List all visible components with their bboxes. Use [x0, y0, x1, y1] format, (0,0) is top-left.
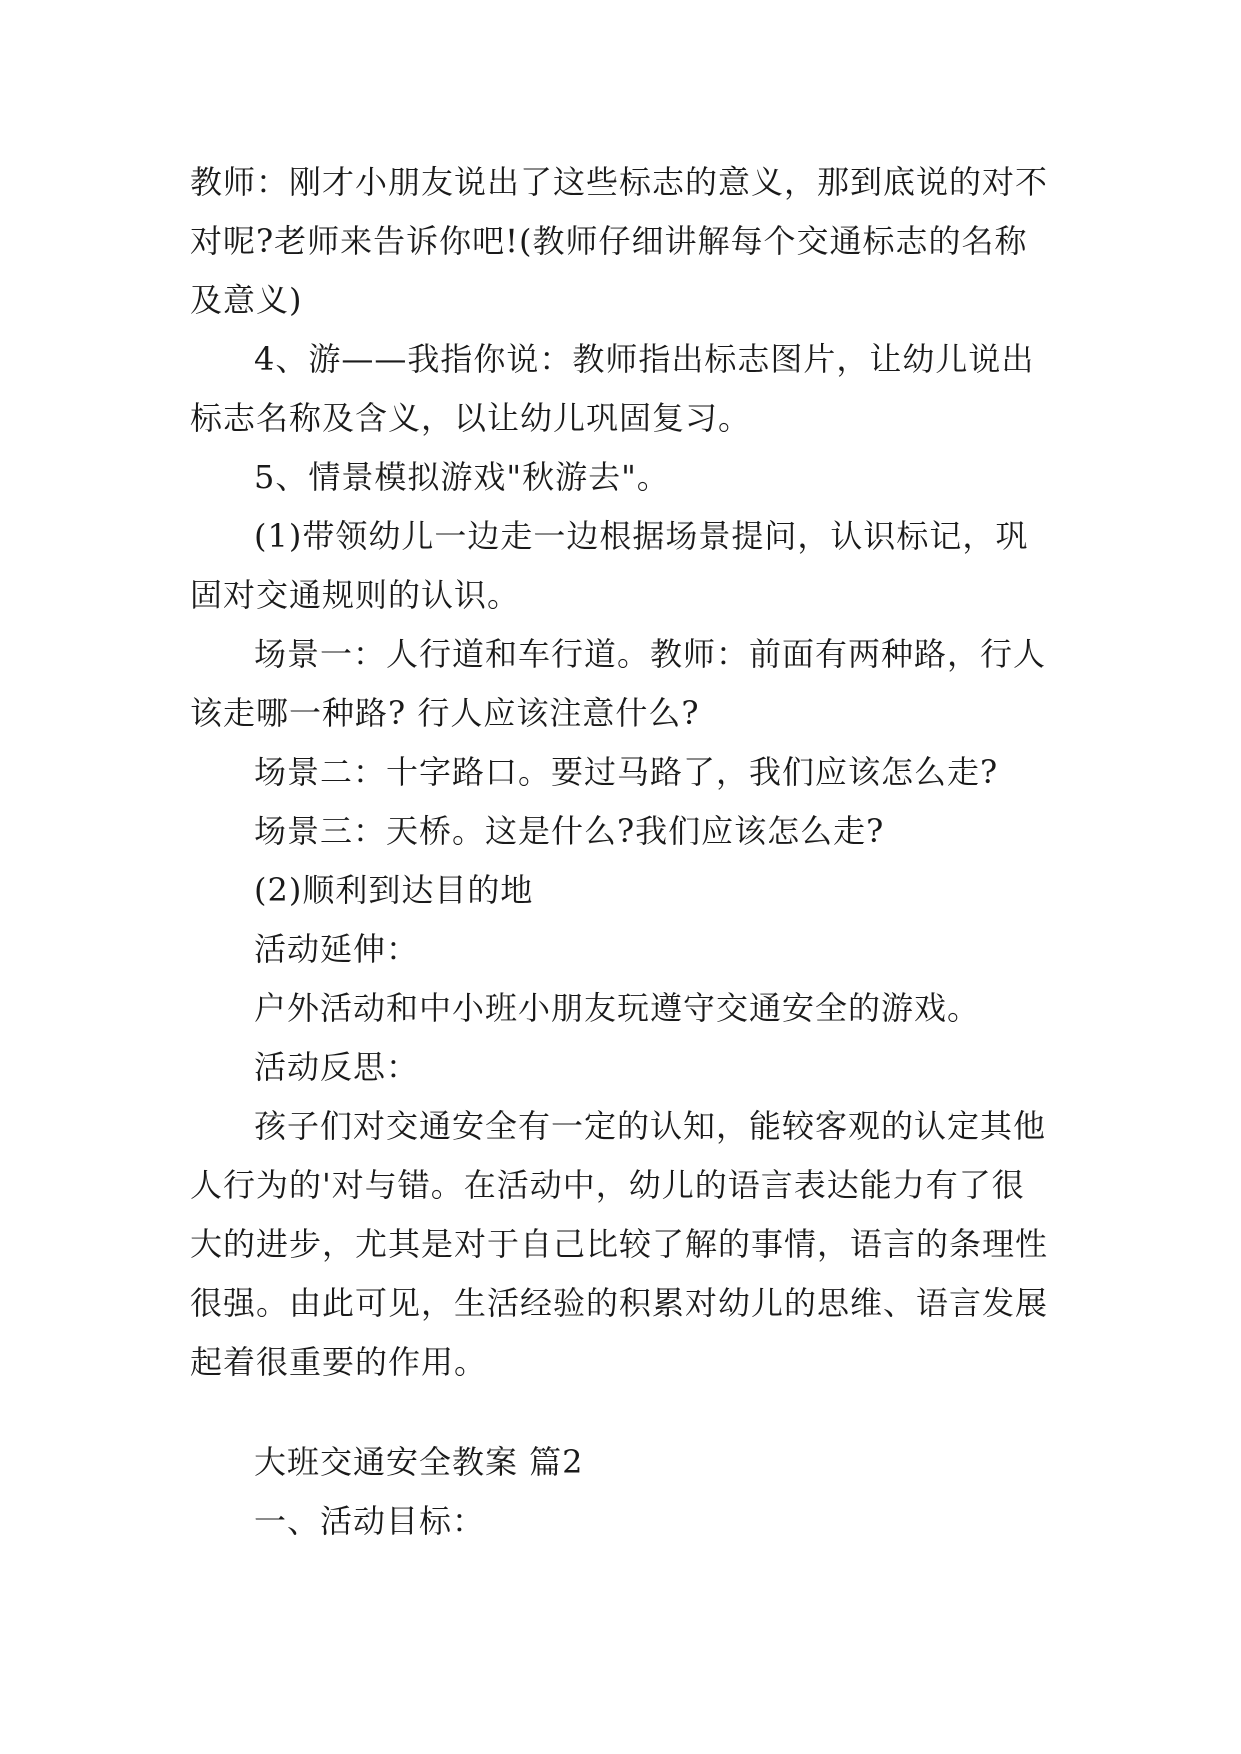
paragraph-line: 户外活动和中小班小朋友玩遵守交通安全的游戏。: [254, 989, 981, 1027]
paragraph-line: 大的进步，尤其是对于自己比较了解的事情，语言的条理性: [190, 1225, 1049, 1263]
paragraph-line: 场景二：十字路口。要过马路了，我们应该怎么走?: [254, 753, 999, 791]
paragraph-line: 很强。由此可见，生活经验的积累对幼儿的思维、语言发展: [190, 1284, 1049, 1322]
section-heading: 大班交通安全教案 篇2: [254, 1443, 584, 1481]
paragraph-line: 4、游——我指你说：教师指出标志图片，让幼儿说出: [254, 340, 1035, 378]
section-subheading: 一、活动目标：: [254, 1502, 486, 1540]
paragraph-line: 场景一：人行道和车行道。教师：前面有两种路，行人: [254, 635, 1047, 673]
paragraph-line: 场景三：天桥。这是什么?我们应该怎么走?: [254, 812, 885, 850]
paragraph-line: 孩子们对交通安全有一定的认知，能较客观的认定其他: [254, 1107, 1047, 1145]
paragraph-line: 活动反思：: [254, 1048, 420, 1086]
paragraph-line: 人行为的'对与错。在活动中，幼儿的语言表达能力有了很: [190, 1166, 1025, 1204]
paragraph-line: 该走哪一种路? 行人应该注意什么?: [190, 694, 700, 732]
paragraph-line: 固对交通规则的认识。: [190, 576, 521, 614]
paragraph-line: 对呢?老师来告诉你吧!(教师仔细讲解每个交通标志的名称: [190, 222, 1028, 260]
paragraph-line: (2)顺利到达目的地: [254, 871, 534, 909]
paragraph-line: 标志名称及含义，以让幼儿巩固复习。: [190, 399, 752, 437]
paragraph-line: 教师：刚才小朋友说出了这些标志的意义，那到底说的对不: [190, 163, 1049, 201]
paragraph-line: 及意义): [190, 281, 303, 319]
paragraph-line: (1)带领幼儿一边走一边根据场景提问，认识标记，巩: [254, 517, 1029, 555]
paragraph-line: 起着很重要的作用。: [190, 1343, 488, 1381]
paragraph-line: 5、情景模拟游戏"秋游去"。: [254, 458, 670, 496]
paragraph-line: 活动延伸：: [254, 930, 420, 968]
